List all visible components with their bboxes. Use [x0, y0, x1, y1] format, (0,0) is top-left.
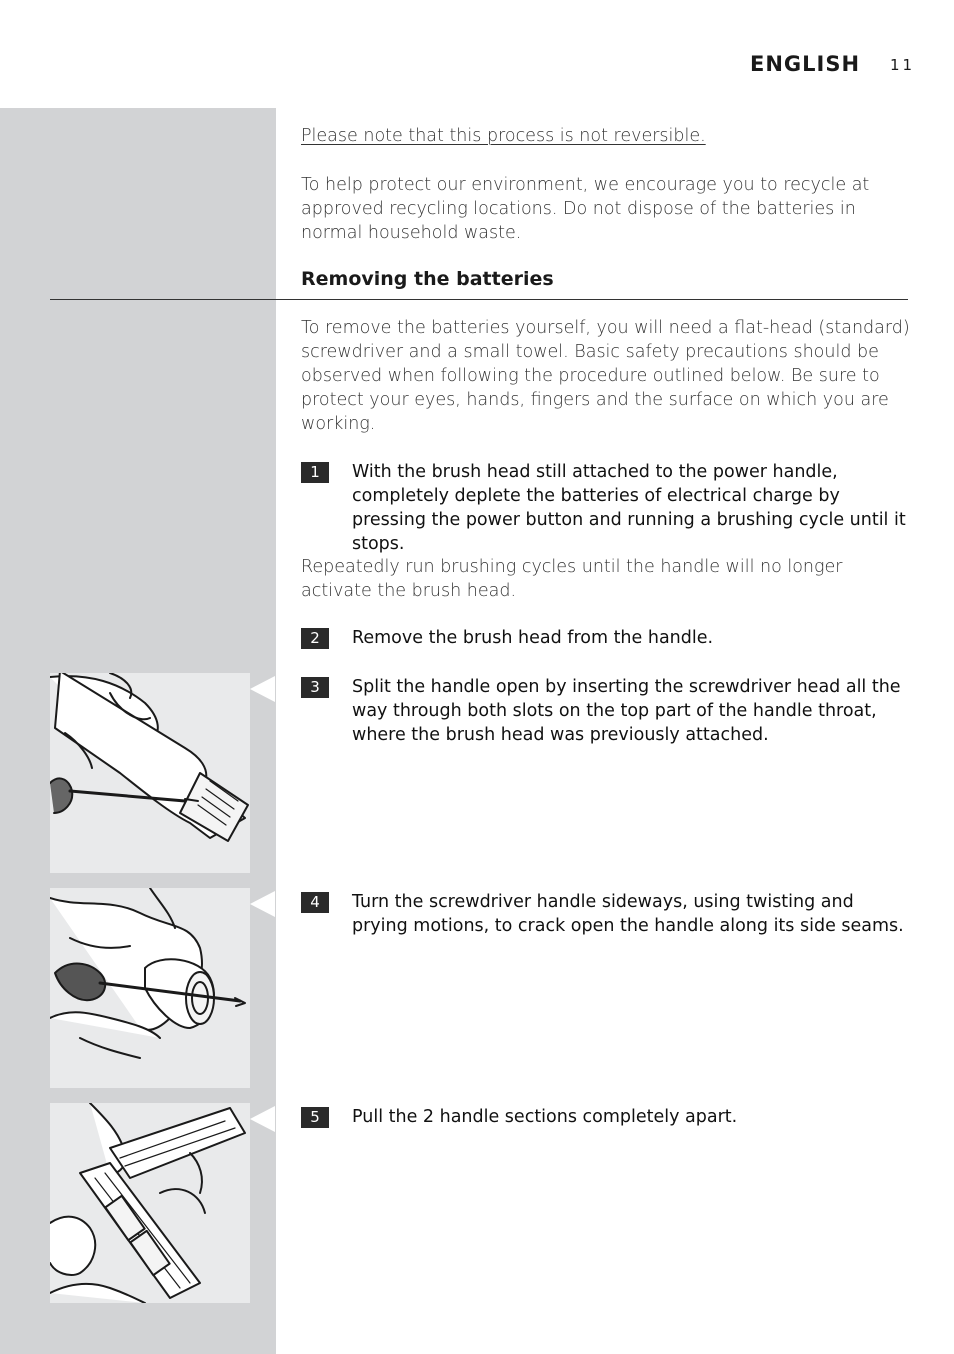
illustration-pointer	[250, 676, 275, 702]
step-text: Pull the 2 handle sections completely apart.	[352, 1107, 738, 1127]
step-text: With the brush head still attached to the power handle, completely deplete the batteries of electrical charge by pressing the power button and running a brushing cycle until it stops.	[352, 462, 906, 554]
screwdriver-twist-illustration-icon	[50, 888, 250, 1088]
step-3	[301, 675, 911, 747]
step-1	[301, 460, 911, 556]
language-header: ENGLISH	[750, 52, 861, 76]
illustration-pointer	[250, 891, 275, 917]
intro-paragraph: To remove the batteries yourself, you will need a flat-head (standard) screwdriver and a small towel. Basic safety precautions should be observed when following the procedure outlined below. Be sure to protect your eyes, hands, fingers and the surface on which you are working.	[301, 318, 910, 434]
step-number-badge: 4	[301, 892, 329, 913]
step-number-badge: 3	[301, 677, 329, 698]
step-2	[301, 626, 911, 650]
step-text: Remove the brush head from the handle.	[352, 628, 714, 648]
page-number: 11	[890, 56, 916, 74]
step-4	[301, 890, 911, 938]
step-number-badge: 2	[301, 628, 329, 649]
environment-paragraph: To help protect our environment, we encourage you to recycle at approved recycling locations. Do not dispose of the batteries in normal household waste.	[301, 175, 870, 243]
step-text: Turn the screwdriver handle sideways, using twisting and prying motions, to crack open the handle along its side seams.	[352, 892, 904, 936]
step-text: Split the handle open by inserting the screwdriver head all the way through both slots on the top part of the handle throat, where the brush head was previously attached.	[352, 677, 901, 745]
section-title: Removing the batteries	[301, 268, 554, 290]
step-1-followup: Repeatedly run brushing cycles until the handle will no longer activate the brush head.	[301, 557, 843, 601]
step-5	[301, 1105, 911, 1129]
section-divider	[50, 299, 908, 300]
illustration-pointer	[250, 1106, 275, 1132]
step-number-badge: 5	[301, 1107, 329, 1128]
irreversible-note: Please note that this process is not reversible.	[301, 126, 706, 146]
screwdriver-insert-illustration-icon	[50, 673, 250, 873]
handle-apart-illustration-icon	[50, 1103, 250, 1303]
step-number-badge: 1	[301, 462, 329, 483]
